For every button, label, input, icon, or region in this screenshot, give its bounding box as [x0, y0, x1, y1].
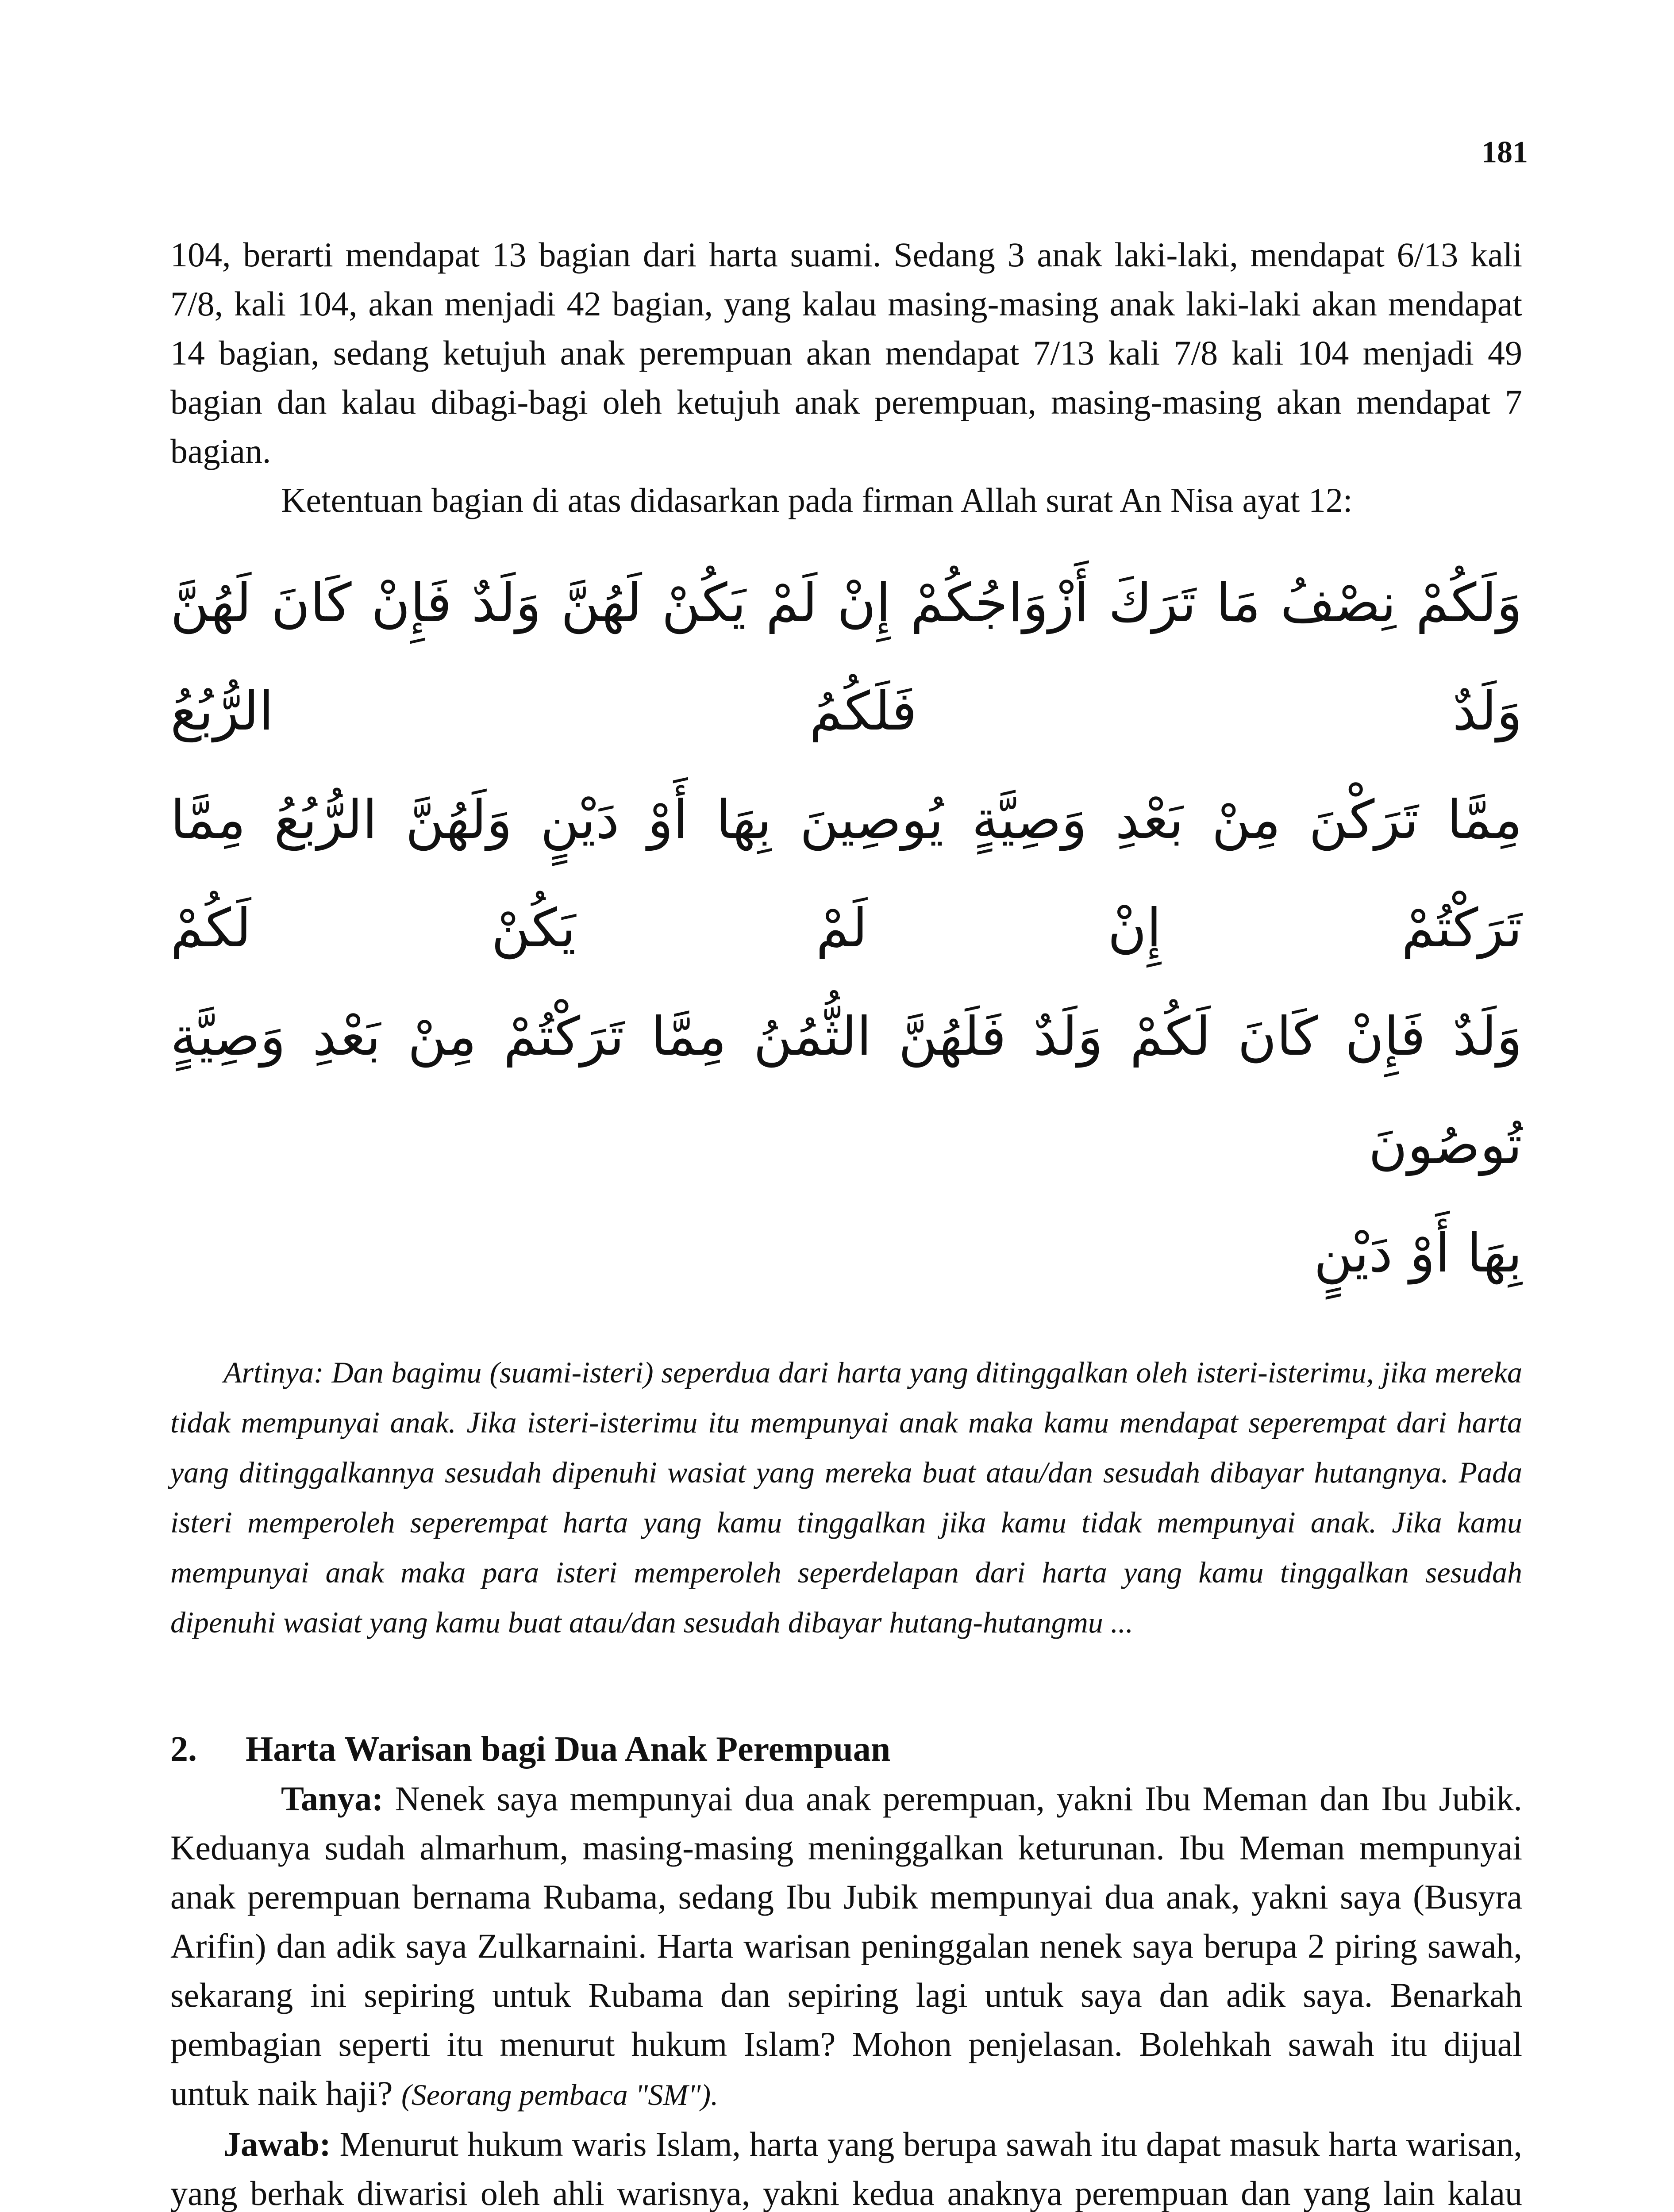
- answer-text: Menurut hukum waris Islam, harta yang berupa sawah itu dapat masuk harta warisan, yang berhak diwarisi oleh ahli warisnya, yakni kedua anaknya perempuan dan yang lain kalau: [170, 2125, 1522, 2212]
- arabic-verse-line-1: وَلَكُمْ نِصْفُ مَا تَرَكَ أَزْوَاجُكُمْ إِنْ لَمْ يَكُنْ لَهُنَّ وَلَدٌ فَإِنْ كَانَ لَهُنَّ وَلَدٌ فَلَكُمُ الرُّبُعُ: [170, 572, 1522, 742]
- answer-label: Jawab:: [223, 2125, 331, 2163]
- section-title: Harta Warisan bagi Dua Anak Perempuan: [246, 1730, 891, 1769]
- arabic-verse: [170, 549, 1522, 1308]
- paragraph-inheritance-calculation: 104, berarti mendapat 13 bagian dari harta suami. Sedang 3 anak laki-laki, mendapat 6/13 kali 7/8, kali 104, akan menjadi 42 bagian, yang kalau masing-masing anak laki-laki akan mendapat 14 bagian, sedang ketujuh anak perempuan akan mendapat 7/13 kali 7/8 kali 104 menjadi 49 bagian dan kalau dibagi-bagi oleh ketujuh anak perempuan, masing-masing akan mendapat 7 bagian.: [170, 235, 1522, 470]
- question-signature: (Seorang pembaca "SM").: [401, 2078, 719, 2112]
- page-number: 181: [1482, 135, 1528, 169]
- question-label: Tanya:: [281, 1779, 384, 1818]
- section-heading: [170, 1725, 1522, 1774]
- paragraph-verse-intro: Ketentuan bagian di atas didasarkan pada firman Allah surat An Nisa ayat 12:: [281, 481, 1353, 519]
- section-number: 2.: [170, 1730, 197, 1769]
- arabic-verse-line-2: مِمَّا تَرَكْنَ مِنْ بَعْدِ وَصِيَّةٍ يُوصِينَ بِهَا أَوْ دَيْنٍ وَلَهُنَّ الرُّبُعُ مِمَّا تَرَكْتُمْ إِنْ لَمْ يَكُنْ لَكُمْ: [170, 789, 1522, 959]
- verse-translation: Artinya: Dan bagimu (suami-isteri) seperdua dari harta yang ditinggalkan oleh isteri-isterimu, jika mereka tidak mempunyai anak. Jika isteri-isterimu itu mempunyai anak maka kamu mendapat seperempat dari harta yang ditinggalkannya sesudah dipenuhi wasiat yang mereka buat atau/dan sesudah dibayar hutangnya. Pada isteri memperoleh seperempat harta yang kamu tinggalkan jika kamu tidak mempunyai anak. Jika kamu mempunyai anak maka para isteri memperoleh seperdelapan dari harta yang kamu tinggalkan sesudah dipenuhi wasiat yang kamu buat atau/dan sesudah dibayar hutang-hutangmu ...: [170, 1356, 1522, 1639]
- question-paragraph: [170, 1774, 1522, 2120]
- answer-paragraph: [170, 2120, 1522, 2212]
- text-column: [170, 230, 1522, 2212]
- arabic-verse-line-3: وَلَدٌ فَإِنْ كَانَ لَكُمْ وَلَدٌ فَلَهُنَّ الثُّمُنُ مِمَّا تَرَكْتُمْ مِنْ بَعْدِ وَصِيَّةٍ تُوصُونَ: [170, 1006, 1522, 1176]
- question-text: Nenek saya mempunyai dua anak perempuan, yakni Ibu Meman dan Ibu Jubik. Keduanya sudah almarhum, masing-masing meninggalkan keturunan. Ibu Meman mempunyai anak perempuan bernama Rubama, sedang Ibu Jubik mempunyai dua anak, yakni saya (Busyra Arifin) dan adik saya Zulkarnaini. Harta warisan peninggalan nenek saya berupa 2 piring sawah, sekarang ini sepiring untuk Rubama dan sepiring lagi untuk saya dan adik saya. Benarkah pembagian seperti itu menurut hukum Islam? Mohon penjelasan. Bolehkah sawah itu dijual untuk naik haji?: [170, 1779, 1522, 2112]
- arabic-verse-line-4: بِهَا أَوْ دَيْنٍ: [1313, 1223, 1522, 1284]
